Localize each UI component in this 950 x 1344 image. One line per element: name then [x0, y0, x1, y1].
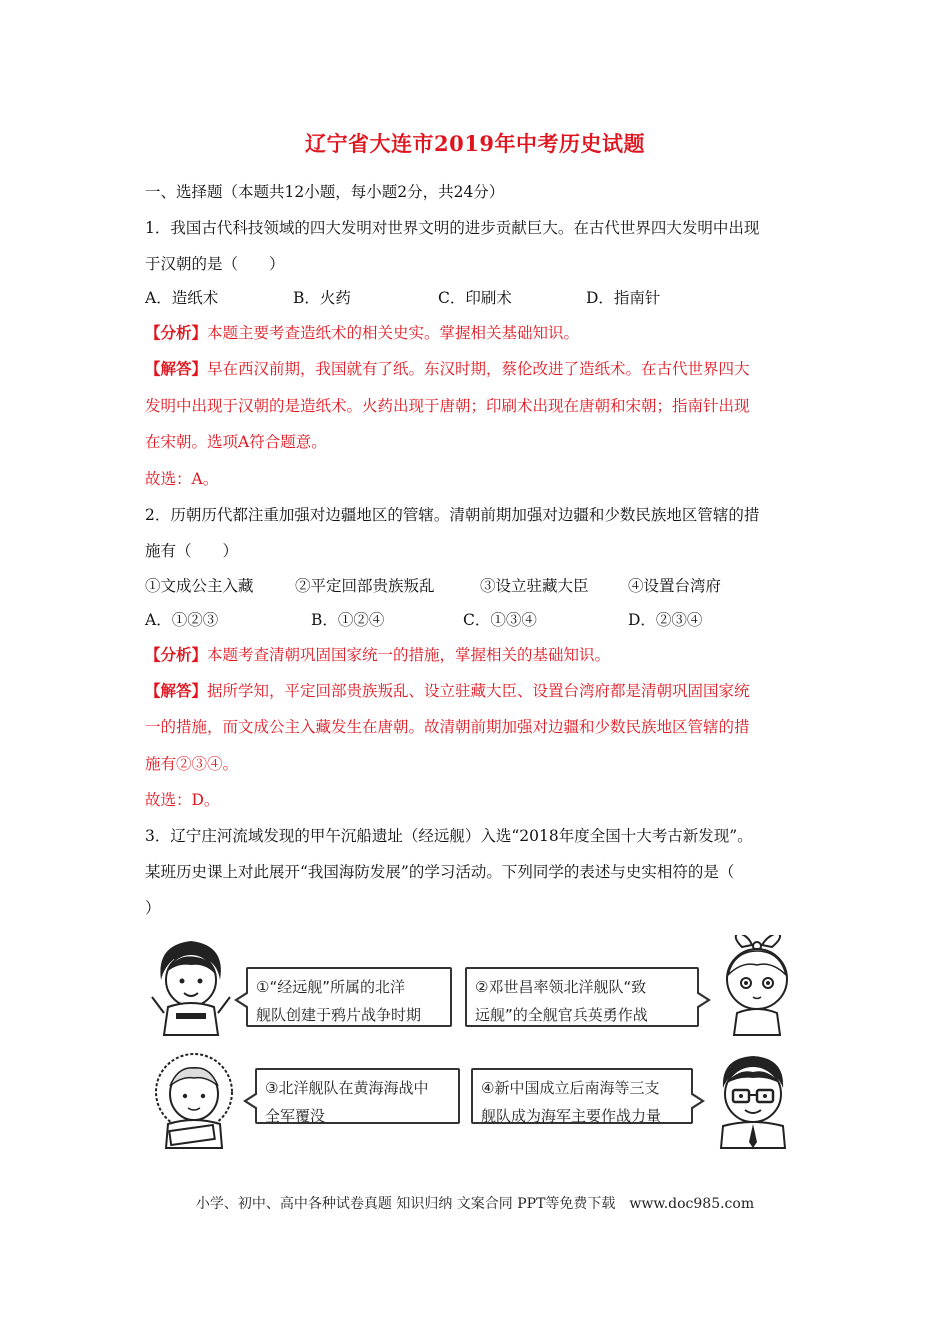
- speech-bubble-2: [465, 967, 699, 1027]
- bubble-1-line1: ①“经远舰”所属的北洋: [256, 978, 405, 996]
- q2-answer-line2: 一的措施，而文成公主入藏发生在唐朝。故清朝前期加强对边疆和少数民族地区管辖的措: [145, 718, 750, 736]
- q2-analysis: [145, 645, 610, 665]
- q1-analysis: [145, 323, 579, 343]
- q1-answer-line2: 发明中出现于汉朝的是造纸术。火药出现于唐朝；印刷术出现在唐朝和宋朝；指南针出现: [145, 397, 750, 415]
- footer-text: 小学、初中、高中各种试卷真题 知识归纳 文案合同 PPT等免费下载 www.doc985.com: [195, 1196, 755, 1212]
- q1-answer-line1: [145, 359, 750, 379]
- q2-choice: 故选：D。: [145, 791, 220, 809]
- answer-tag: 【解答】: [145, 359, 208, 378]
- q2-item-2: ②平定回部贵族叛乱: [295, 577, 435, 595]
- q2-option-d: D．②③④: [628, 611, 703, 629]
- bubble-2-line1: ②邓世昌率领北洋舰队“致: [475, 978, 647, 996]
- speech-bubble-4: [471, 1068, 693, 1124]
- q1-option-a: A．造纸术: [145, 289, 219, 307]
- speech-bubble-1: [246, 967, 452, 1027]
- q3-stem-line1: 3．辽宁庄河流域发现的甲午沉船遗址（经远舰）入选“2018年度全国十大考古新发现”。: [145, 827, 753, 845]
- bubble-4-line2: 舰队成为海军主要作战力量: [481, 1107, 662, 1125]
- girl-curly-hair-figure: [148, 1050, 240, 1150]
- analysis-tag: 【分析】: [145, 323, 208, 342]
- speech-bubble-3: [255, 1068, 460, 1124]
- page-title: 辽宁省大连市2019年中考历史试题: [305, 131, 645, 156]
- girl-short-hair-figure: [146, 935, 236, 1040]
- q1-stem-line2: 于汉朝的是（ ）: [145, 255, 285, 273]
- analysis-text: 本题考查清朝巩固国家统一的措施，掌握相关的基础知识。: [207, 646, 611, 664]
- q2-option-b: B．①②④: [311, 611, 385, 629]
- answer-text: 据所学知，平定回部贵族叛乱、设立驻藏大臣、设置台湾府都是清朝巩固国家统: [207, 682, 750, 700]
- bubble-3-line2: 全军覆没: [265, 1107, 326, 1125]
- q2-stem-line2: 施有（ ）: [145, 542, 239, 560]
- q2-option-a: A．①②③: [145, 611, 219, 629]
- q2-stem-line1: 2．历朝历代都注重加强对边疆地区的管辖。清朝前期加强对边疆和少数民族地区管辖的措: [145, 506, 760, 524]
- q1-answer-line3: 在宋朝。选项A符合题意。: [145, 433, 327, 451]
- bubble-4-line1: ④新中国成立后南海等三支: [481, 1079, 660, 1097]
- answer-tag: 【解答】: [145, 681, 208, 700]
- q2-answer-line3: 施有②③④。: [145, 755, 239, 773]
- answer-text: 早在西汉前期，我国就有了纸。东汉时期，蔡伦改进了造纸术。在古代世界四大: [207, 360, 750, 378]
- q3-stem-line3: ）: [145, 899, 161, 917]
- q1-stem-line1: 1．我国古代科技领域的四大发明对世界文明的进步贡献巨大。在古代世界四大发明中出现: [145, 219, 760, 237]
- q2-item-1: ①文成公主入藏: [145, 577, 254, 595]
- analysis-tag: 【分析】: [145, 645, 208, 664]
- analysis-text: 本题主要考查造纸术的相关史实。掌握相关基础知识。: [207, 324, 580, 342]
- q1-option-d: D．指南针: [586, 289, 661, 307]
- bubble-2-line2: 远舰”的全舰官兵英勇作战: [475, 1006, 648, 1024]
- q1-choice: 故选：A。: [145, 470, 219, 488]
- q3-stem-line2: 某班历史课上对此展开“我国海防发展”的学习活动。下列同学的表述与史实相符的是（: [145, 863, 735, 881]
- boy-glasses-figure: [705, 1050, 800, 1150]
- q2-answer-line1: [145, 681, 750, 701]
- q1-option-c: C．印刷术: [438, 289, 512, 307]
- q1-option-b: B．火药: [293, 289, 351, 307]
- section-heading: 一、选择题（本题共12小题，每小题2分，共24分）: [145, 183, 505, 201]
- girl-bow-figure: [712, 935, 802, 1040]
- q2-item-3: ③设立驻藏大臣: [480, 577, 589, 595]
- bubble-1-line2: 舰队创建于鸦片战争时期: [256, 1006, 422, 1024]
- q2-item-4: ④设置台湾府: [628, 577, 722, 595]
- bubble-3-line1: ③北洋舰队在黄海海战中: [265, 1079, 429, 1097]
- q2-option-c: C．①③④: [463, 611, 537, 629]
